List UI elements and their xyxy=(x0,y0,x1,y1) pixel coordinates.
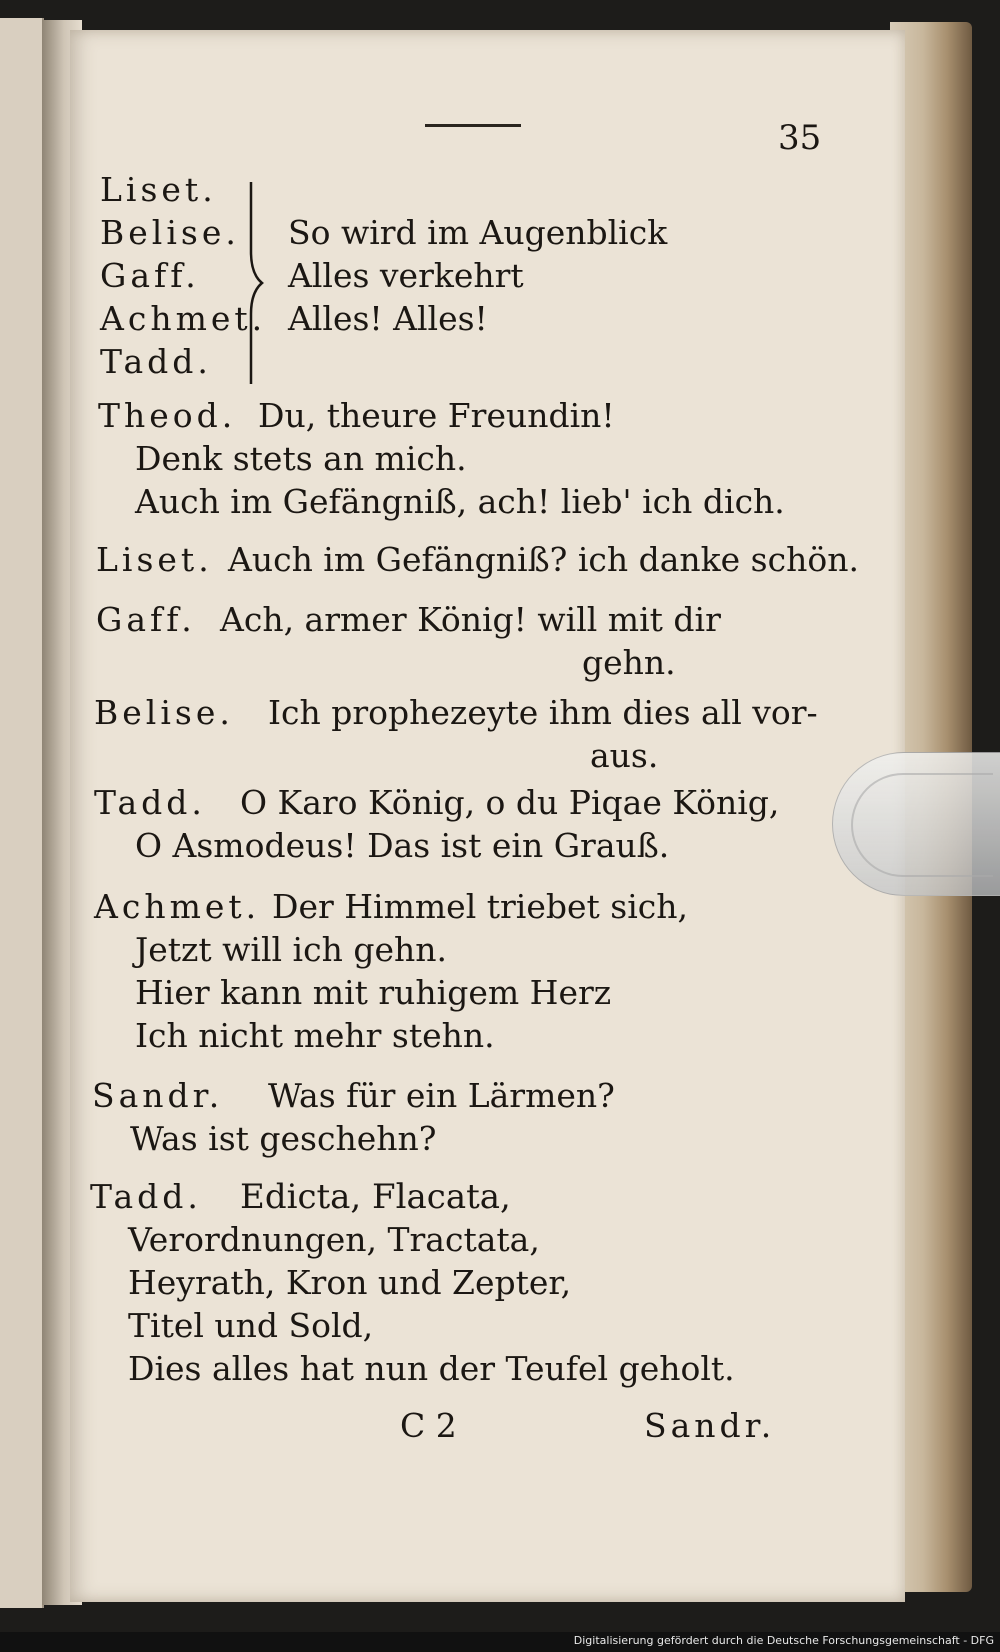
verse-line: Ich prophezeyte ihm dies all vor- xyxy=(268,693,818,732)
verse-line: aus. xyxy=(590,736,659,775)
verse-line: O Karo König, o du Piqae König, xyxy=(240,783,780,822)
speaker-gaff: Gaff. xyxy=(96,600,196,639)
page-clip xyxy=(832,752,1000,896)
speaker-belise: Belise. xyxy=(100,213,240,252)
speaker-theod: Theod. xyxy=(98,396,237,435)
speaker-tadd: Tadd. xyxy=(90,1177,202,1216)
catchword: Sandr. xyxy=(644,1406,776,1445)
verse-line: Ach, armer König! will mit dir xyxy=(220,600,721,639)
page-clip-inner xyxy=(851,773,993,877)
verse-line: Dies alles hat nun der Teufel geholt. xyxy=(128,1349,735,1388)
verse-line: Hier kann mit ruhigem Herz xyxy=(135,973,612,1012)
verse-line: Titel und Sold, xyxy=(128,1306,374,1345)
verse-line: Denk stets an mich. xyxy=(135,439,467,478)
credit-text: Digitalisierung gefördert durch die Deutsche Forschungsgemeinschaft - DFG xyxy=(573,1634,994,1647)
verse-line: Auch im Gefängniß, ach! lieb' ich dich. xyxy=(135,482,785,521)
verse-line: gehn. xyxy=(582,643,676,682)
verse-line: Was für ein Lärmen? xyxy=(268,1076,615,1115)
speaker-tadd: Tadd. xyxy=(94,783,206,822)
group-line: So wird im Augenblick xyxy=(288,213,668,252)
speaker-liset: Liset. xyxy=(100,170,217,209)
verse-line: O Asmodeus! Das ist ein Grauß. xyxy=(135,826,670,865)
verse-line: Auch im Gefängniß? ich danke schön. xyxy=(228,540,859,579)
page-number: 35 xyxy=(778,118,822,158)
speaker-achmet: Achmet. xyxy=(94,887,261,926)
speaker-sandr: Sandr. xyxy=(92,1076,224,1115)
verse-line: Heyrath, Kron und Zepter, xyxy=(128,1263,572,1302)
verse-line: Du, theure Freundin! xyxy=(258,396,615,435)
verse-line: Verordnungen, Tractata, xyxy=(128,1220,540,1259)
group-line: Alles verkehrt xyxy=(288,256,524,295)
header-rule xyxy=(425,124,521,127)
credit-bar xyxy=(0,1632,1000,1652)
speaker-liset: Liset. xyxy=(96,540,213,579)
verse-line: Der Himmel triebet sich, xyxy=(272,887,688,926)
group-line: Alles! Alles! xyxy=(288,299,488,338)
speaker-belise: Belise. xyxy=(94,693,234,732)
verse-line: Was ist geschehn? xyxy=(130,1119,437,1158)
left-page-edge xyxy=(0,18,44,1608)
speaker-brace xyxy=(248,182,266,384)
verse-line: Jetzt will ich gehn. xyxy=(135,930,447,969)
speaker-gaff: Gaff. xyxy=(100,256,200,295)
verse-line: Ich nicht mehr stehn. xyxy=(135,1016,495,1055)
verse-line: Edicta, Flacata, xyxy=(240,1177,511,1217)
speaker-tadd: Tadd. xyxy=(100,342,212,381)
speaker-achmet: Achmet. xyxy=(100,299,267,338)
signature-mark: C 2 xyxy=(400,1406,457,1445)
